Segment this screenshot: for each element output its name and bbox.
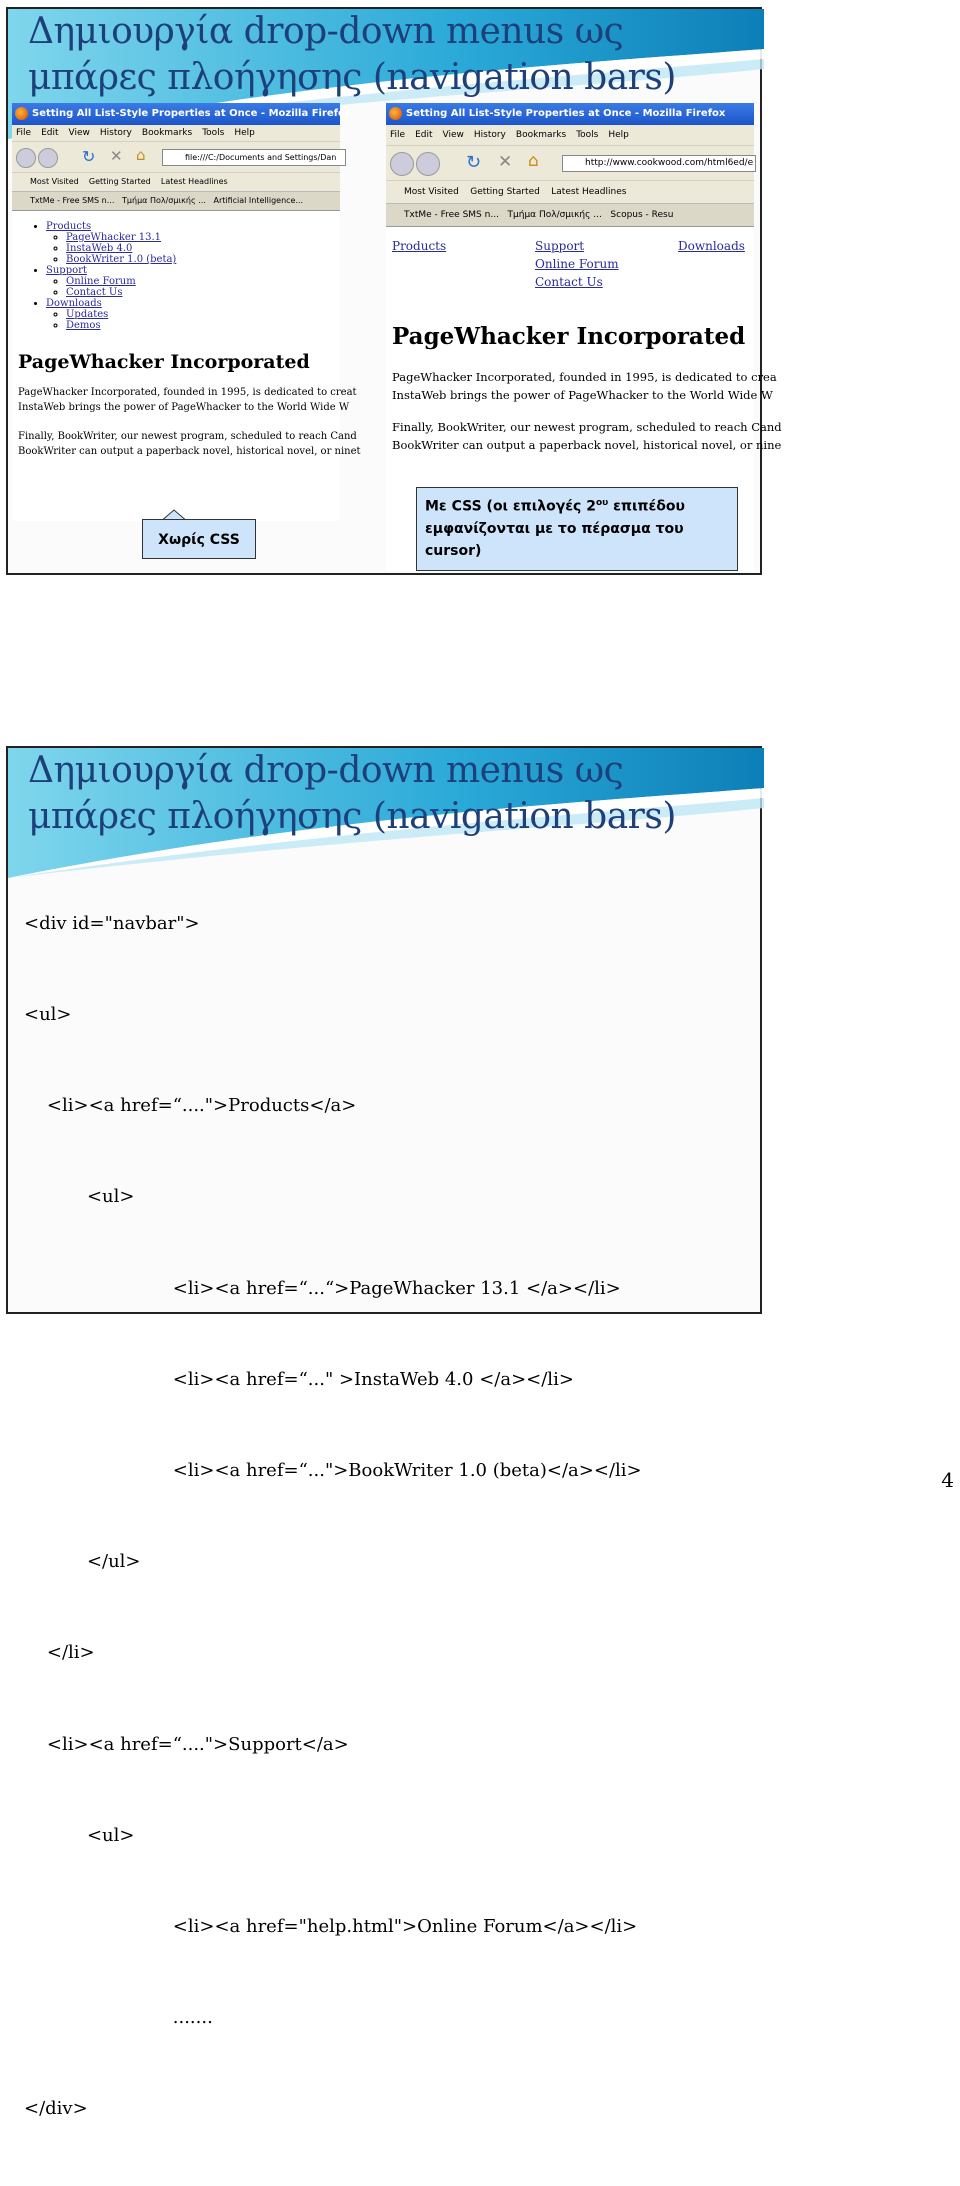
page-content xyxy=(12,211,361,483)
nav-link-online-forum[interactable]: Online Forum xyxy=(535,257,619,271)
nav-link-updates[interactable]: Updates xyxy=(66,309,109,320)
bookmarks-toolbar xyxy=(386,180,754,203)
window-title: Setting All List-Style Properties at Once - Mozilla Firefox xyxy=(32,108,352,119)
nav-link-contact-us[interactable]: Contact Us xyxy=(535,275,603,289)
bookmark-getting-started[interactable]: Getting Started xyxy=(88,177,151,186)
reload-icon[interactable]: ↻ xyxy=(82,147,96,166)
reload-icon[interactable]: ↻ xyxy=(466,152,482,173)
menu-help[interactable]: Help xyxy=(608,130,629,140)
url-bar[interactable]: http://www.cookwood.com/html6ed/e xyxy=(562,155,756,172)
bookmark-getting-started[interactable]: Getting Started xyxy=(470,187,540,197)
tab-strip xyxy=(386,203,754,227)
back-icon[interactable] xyxy=(390,152,414,176)
code-line: ....... xyxy=(24,2007,213,2029)
firefox-icon xyxy=(389,107,402,120)
code-line: </ul> xyxy=(24,1551,141,1573)
menu-view[interactable]: View xyxy=(68,128,90,138)
menu-bar xyxy=(386,125,754,145)
menu-bookmarks[interactable]: Bookmarks xyxy=(515,130,567,140)
bookmark-most-visited[interactable]: Most Visited xyxy=(404,187,459,197)
page-heading: PageWhacker Incorporated xyxy=(18,351,310,373)
bookmarks-toolbar xyxy=(12,172,340,191)
window-titlebar xyxy=(12,103,352,125)
stop-icon[interactable]: ✕ xyxy=(110,147,123,165)
menu-file[interactable]: File xyxy=(390,130,406,140)
callout-without-css xyxy=(142,519,256,559)
code-line: <li><a href=“...“>PageWhacker 13.1 </a></li> xyxy=(24,1277,621,1299)
paragraph-1: PageWhacker Incorporated, founded in 1995, is dedicated to creat InstaWeb brings the power of PageWhacker to the World Wide W xyxy=(18,387,357,413)
code-line: <li><a href=“....">Products</a> xyxy=(24,1095,357,1117)
title-line-2: μπάρες πλοήγησης (navigation bars) xyxy=(28,57,676,98)
bookmark-latest-headlines[interactable]: Latest Headlines xyxy=(551,187,627,197)
menu-edit[interactable]: Edit xyxy=(41,128,59,138)
menu-history[interactable]: History xyxy=(473,130,506,140)
nav-link-support[interactable]: Support xyxy=(535,239,585,253)
title-line-1: Δημιουργία drop-down menus ως xyxy=(28,11,624,52)
forward-icon[interactable] xyxy=(416,152,440,176)
title-line-1: Δημιουργία drop-down menus ως xyxy=(28,750,624,791)
paragraph-2: Finally, BookWriter, our newest program, scheduled to reach Cand BookWriter can output a paperback novel, historical novel, or ninet xyxy=(18,431,361,457)
code-line: <ul> xyxy=(24,1004,72,1026)
nav-link-bookwriter[interactable]: BookWriter 1.0 (beta) xyxy=(66,254,177,265)
navigation-toolbar xyxy=(386,145,754,180)
page-number: 4 xyxy=(941,1468,954,1492)
menu-tools[interactable]: Tools xyxy=(576,130,599,140)
tab-strip xyxy=(12,191,340,211)
nav-link-products[interactable]: Products xyxy=(46,221,92,232)
slide-title xyxy=(28,748,676,840)
paragraph-2: Finally, BookWriter, our newest program, scheduled to reach Cand BookWriter can output a paperback novel, historical novel, or nine xyxy=(392,420,782,452)
menu-bookmarks[interactable]: Bookmarks xyxy=(141,128,193,138)
nav-link-demos[interactable]: Demos xyxy=(66,320,101,331)
menu-help[interactable]: Help xyxy=(234,128,255,138)
nav-link-instaweb[interactable]: InstaWeb 4.0 xyxy=(66,243,133,254)
callout-without-css-text: Χωρίς CSS xyxy=(158,532,240,548)
tab-3[interactable]: Artificial Intelligence... xyxy=(213,196,304,205)
title-line-2: μπάρες πλοήγησης (navigation bars) xyxy=(28,796,676,837)
navigation-toolbar xyxy=(12,141,340,172)
slide-title xyxy=(28,9,676,101)
firefox-icon xyxy=(15,107,28,120)
page-heading: PageWhacker Incorporated xyxy=(392,323,746,350)
code-line: <li><a href=“....">Support</a> xyxy=(24,1733,349,1755)
home-icon[interactable]: ⌂ xyxy=(528,151,539,171)
forward-icon[interactable] xyxy=(38,148,58,168)
slide-2 xyxy=(6,746,762,2120)
code-line: <li><a href="help.html">Online Forum</a></li> xyxy=(24,1916,638,1938)
stop-icon[interactable]: ✕ xyxy=(498,152,513,172)
window-title: Setting All List-Style Properties at Once - Mozilla Firefox xyxy=(406,108,726,119)
nav-link-downloads[interactable]: Downloads xyxy=(46,298,102,309)
browser-window-without-css xyxy=(12,103,361,521)
tab-1[interactable]: TxtMe - Free SMS n... xyxy=(404,210,499,220)
menu-view[interactable]: View xyxy=(442,130,464,140)
nav-link-downloads[interactable]: Downloads xyxy=(678,239,745,253)
code-line: <li><a href=“...">BookWriter 1.0 (beta)</a></li> xyxy=(24,1460,642,1482)
tab-3[interactable]: Scopus - Resu xyxy=(610,210,674,220)
code-line: </li> xyxy=(24,1642,95,1664)
menu-edit[interactable]: Edit xyxy=(415,130,433,140)
home-icon[interactable]: ⌂ xyxy=(136,146,146,164)
bookmark-latest-headlines[interactable]: Latest Headlines xyxy=(160,177,228,186)
paragraph-1: PageWhacker Incorporated, founded in 1995, is dedicated to crea InstaWeb brings the power of PageWhacker to the World Wide W xyxy=(392,370,777,402)
nav-link-support[interactable]: Support xyxy=(46,265,87,276)
menu-file[interactable]: File xyxy=(16,128,32,138)
nav-link-products[interactable]: Products xyxy=(392,239,447,253)
nav-link-pagewhacker[interactable]: PageWhacker 13.1 xyxy=(66,232,162,243)
code-line: </div> xyxy=(24,2098,88,2120)
css-navbar xyxy=(392,239,748,311)
tab-2[interactable]: Τμήμα Πολ/σμικής ... xyxy=(122,196,206,205)
menu-history[interactable]: History xyxy=(99,128,132,138)
window-titlebar xyxy=(386,103,754,125)
code-line: <ul> xyxy=(24,1824,135,1846)
url-bar[interactable]: file:///C:/Documents and Settings/Dan xyxy=(162,149,346,166)
menu-tools[interactable]: Tools xyxy=(202,128,225,138)
bookmark-most-visited[interactable]: Most Visited xyxy=(30,177,79,186)
code-line: <div id="navbar"> xyxy=(24,912,200,934)
menu-bar xyxy=(12,125,340,141)
code-line: <li><a href=“..." >InstaWeb 4.0 </a></li> xyxy=(24,1368,574,1390)
nav-link-online-forum[interactable]: Online Forum xyxy=(66,276,136,287)
tab-2[interactable]: Τμήμα Πολ/σμικής ... xyxy=(507,210,602,220)
page-content xyxy=(386,227,782,480)
back-icon[interactable] xyxy=(16,148,36,168)
code-line: <ul> xyxy=(24,1186,135,1208)
nav-link-contact-us[interactable]: Contact Us xyxy=(66,287,123,298)
unstyled-nav-list xyxy=(18,221,334,331)
code-listing xyxy=(24,848,642,2186)
tab-1[interactable]: TxtMe - Free SMS n... xyxy=(30,196,115,205)
callout-with-css: Με CSS (οι επιλογές $2^{o\upsilon}$ επιπέδου εμφανίζονται με το πέρασμα του cursor) xyxy=(416,487,738,571)
slide-1 xyxy=(6,7,782,575)
